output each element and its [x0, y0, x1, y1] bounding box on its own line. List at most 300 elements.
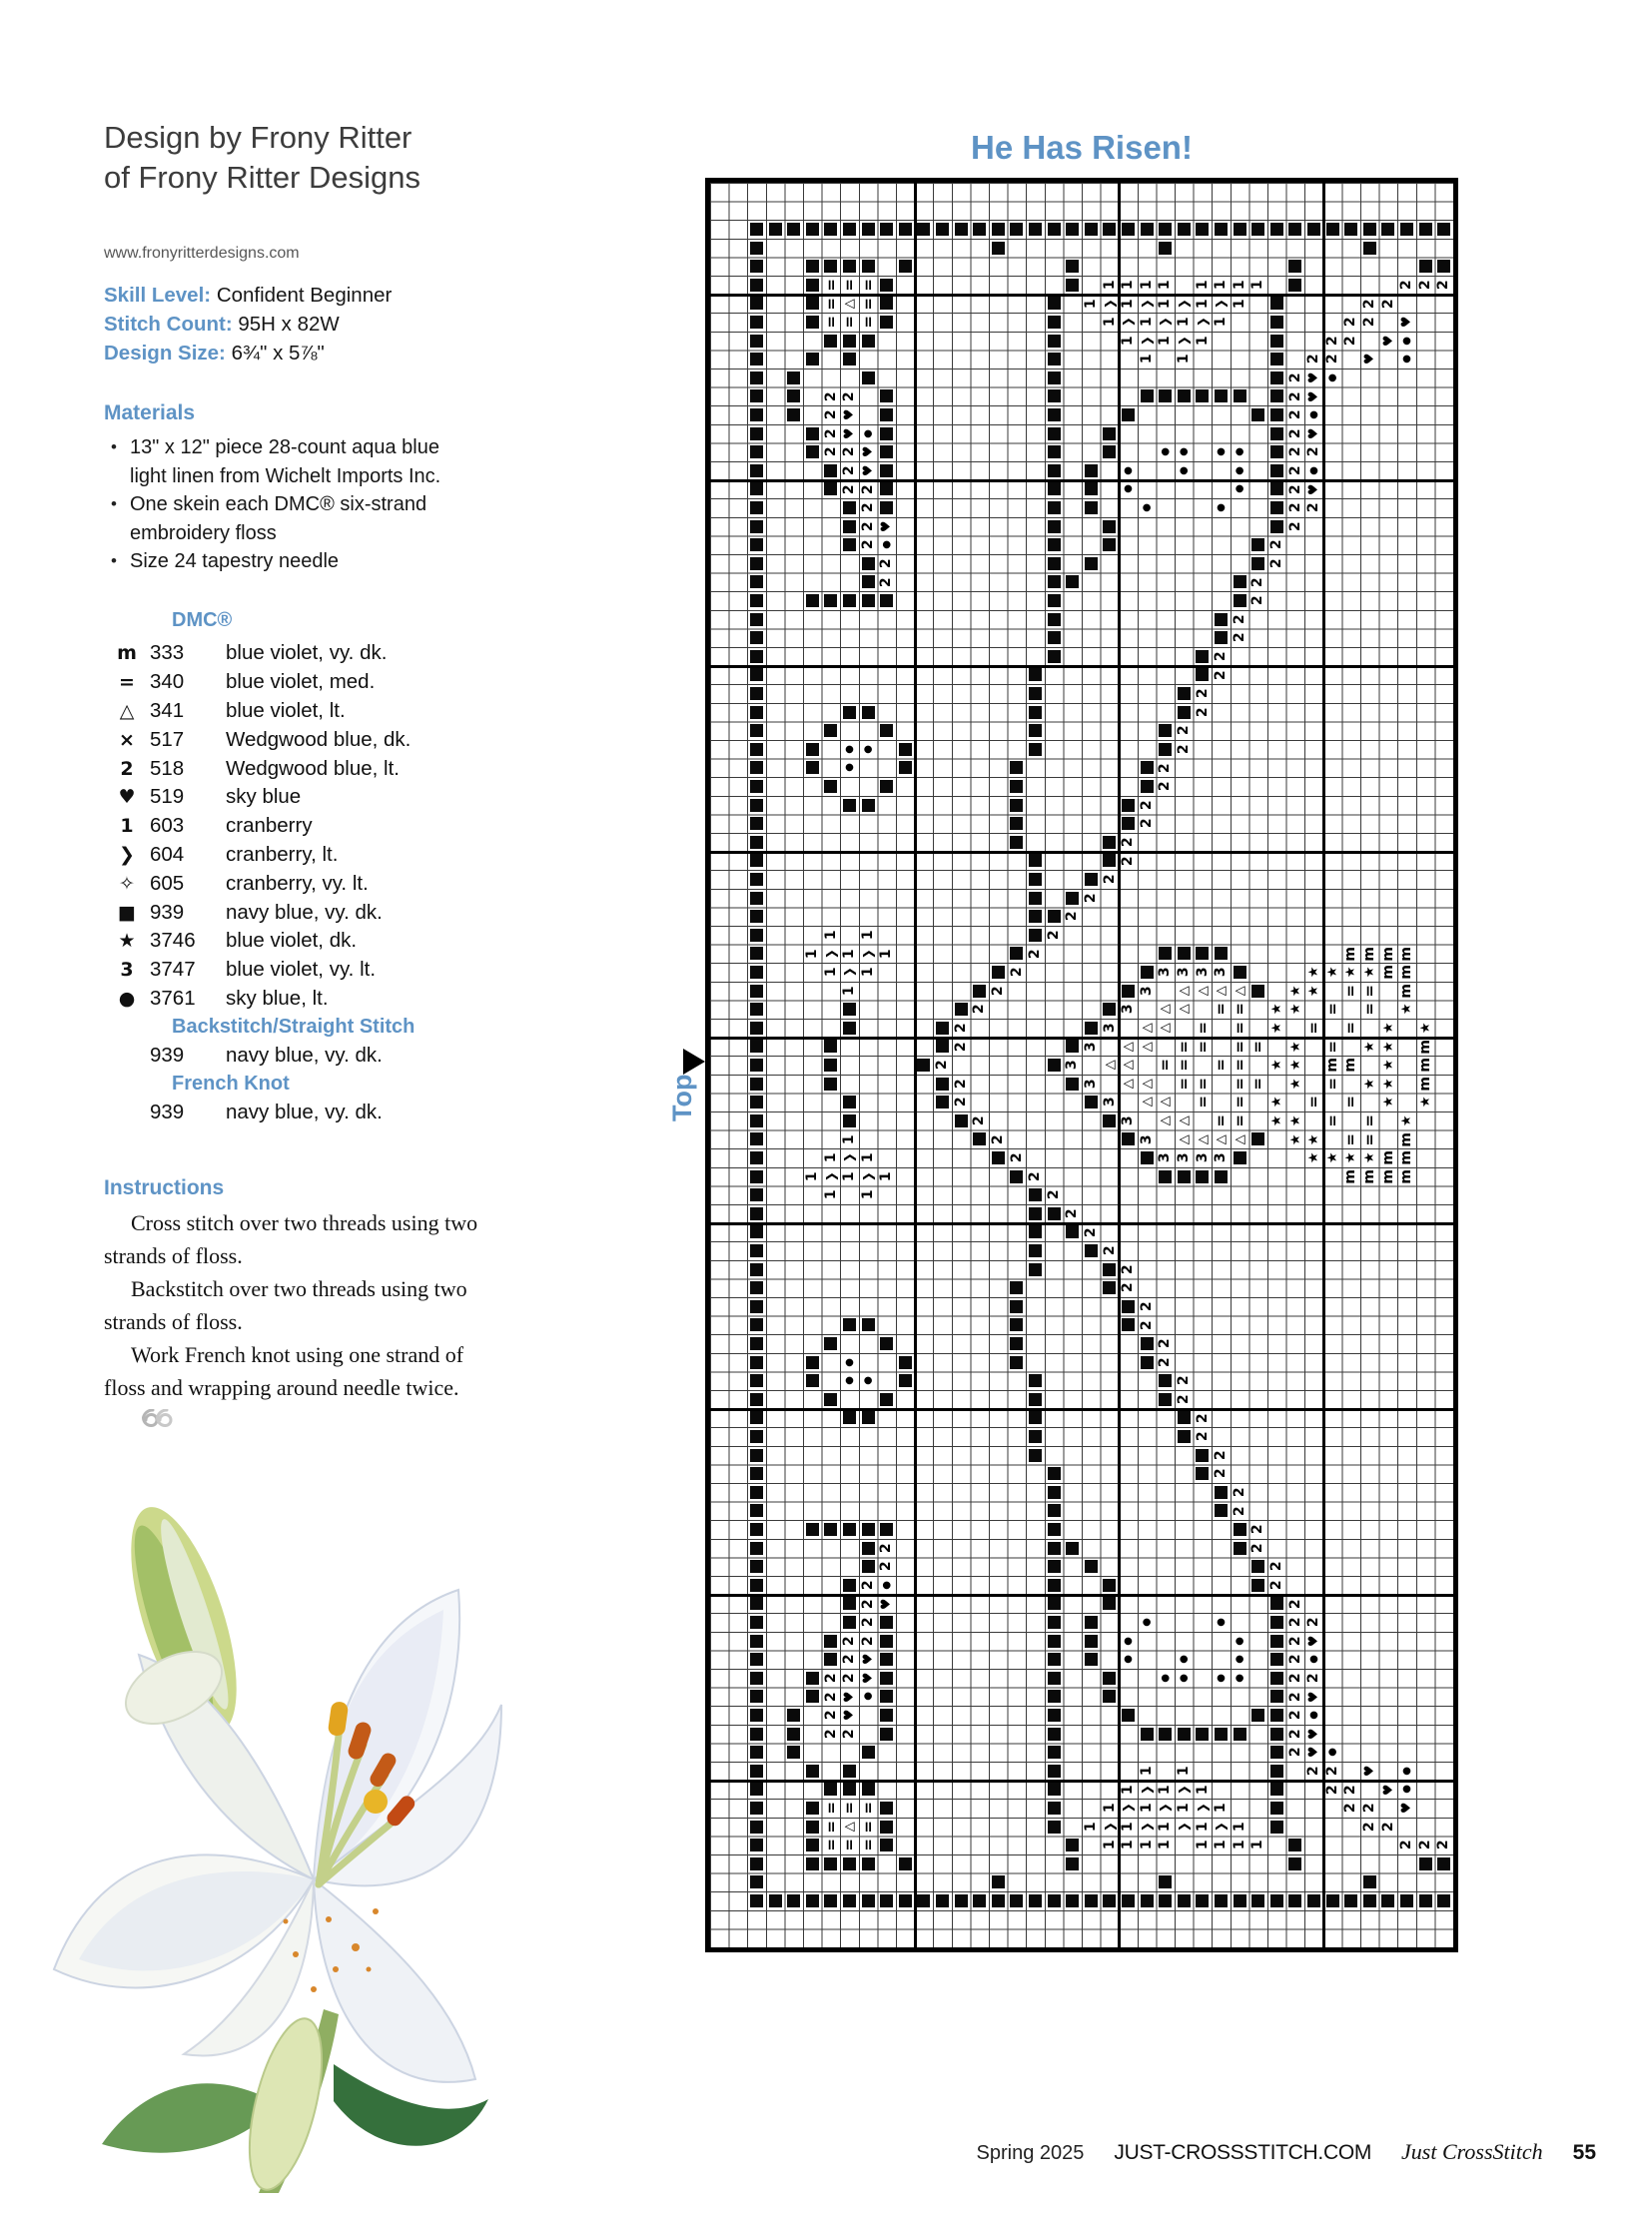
- stitch-filled-square: [784, 405, 803, 424]
- stitch-filled-square: [1045, 1781, 1064, 1800]
- stitch-filled-square: [1156, 1891, 1175, 1910]
- stitch-symbol: ❯: [1140, 336, 1155, 347]
- stitch-filled-square: [803, 424, 822, 443]
- stitch-filled-square: [1231, 1891, 1249, 1910]
- stitch-symbol: =: [1231, 1003, 1249, 1016]
- stitch-symbol: m: [1379, 946, 1396, 962]
- stitch-filled-square: [1119, 982, 1138, 1001]
- stitch-symbol: 2: [841, 1729, 858, 1739]
- stitch-filled-square: [877, 1390, 896, 1409]
- backstitch-name: navy blue, vy. dk.: [226, 1043, 383, 1067]
- stitch-filled-square: [1026, 889, 1045, 908]
- stitch-symbol: ♥: [1305, 371, 1321, 384]
- stitch-filled-square: [933, 1019, 952, 1038]
- stitch-filled-square: [1267, 1595, 1286, 1614]
- stitch-filled-square: [1212, 1725, 1231, 1744]
- stitch-filled-square: [840, 1595, 859, 1614]
- stitch-symbol: 2: [1379, 299, 1396, 309]
- stitch-filled-square: [1267, 517, 1286, 536]
- stitch-filled-square: [859, 1743, 878, 1762]
- stitch-symbol: 1: [1120, 299, 1137, 309]
- stitch-filled-square: [1194, 647, 1213, 666]
- stitch-symbol: 1: [1157, 336, 1174, 346]
- stitch-filled-square: [1212, 1502, 1231, 1521]
- skill-level-label: Skill Level:: [104, 284, 212, 307]
- stitch-filled-square: [747, 461, 766, 480]
- stitch-filled-square: [747, 239, 766, 258]
- stitch-symbol-icon: 2: [120, 757, 134, 780]
- stitch-symbol: =: [1231, 1096, 1249, 1109]
- stitch-filled-square: [747, 332, 766, 351]
- stitch-filled-square: [822, 461, 841, 480]
- stitch-filled-square: [747, 1019, 766, 1038]
- stitch-symbol: 1: [860, 1152, 877, 1163]
- stitch-filled-square: [896, 1891, 915, 1910]
- stitch-filled-square: [1175, 387, 1194, 406]
- stitch-filled-square: [1323, 220, 1342, 239]
- stitch-filled-square: [1101, 1891, 1120, 1910]
- stitch-symbol: 2: [1286, 1692, 1303, 1702]
- stitch-symbol: 2: [841, 465, 858, 476]
- stitch-symbol: ●: [845, 1356, 854, 1368]
- stitch-filled-square: [1175, 703, 1194, 722]
- stitch-filled-square: [840, 332, 859, 351]
- stitch-filled-square: [1101, 1669, 1120, 1688]
- stitch-filled-square: [859, 1539, 878, 1558]
- stitch-symbol: 2: [1286, 428, 1303, 438]
- stitch-symbol: 2: [1083, 893, 1100, 903]
- stitch-filled-square: [747, 350, 766, 369]
- stitch-filled-square: [1045, 313, 1064, 332]
- stitch-filled-square: [1267, 295, 1286, 314]
- stitch-filled-square: [747, 1891, 766, 1910]
- stitch-filled-square: [1175, 1427, 1194, 1446]
- stitch-symbol: △: [1213, 1133, 1229, 1144]
- stitch-symbol: 1: [841, 986, 858, 996]
- stitch-symbol: △: [1158, 1023, 1174, 1034]
- stitch-symbol-icon: ★: [118, 930, 136, 953]
- stitch-symbol: 3: [1157, 1152, 1174, 1163]
- stitch-symbol: =: [1248, 1077, 1267, 1091]
- stitch-symbol: 2: [1342, 317, 1359, 328]
- stitch-symbol: ●: [1402, 1784, 1411, 1796]
- stitch-filled-square: [933, 1093, 952, 1111]
- stitch-symbol: 2: [953, 1079, 970, 1089]
- stitch-filled-square: [747, 1650, 766, 1669]
- stitch-filled-square: [1175, 1725, 1194, 1744]
- stitch-symbol: 2: [1249, 577, 1266, 587]
- stitch-symbol: ●: [1235, 446, 1244, 458]
- stitch-symbol: ●: [1235, 1672, 1244, 1684]
- stitch-filled-square: [877, 1632, 896, 1651]
- design-size-label: Design Size:: [104, 342, 226, 365]
- stitch-filled-square: [1119, 1706, 1138, 1725]
- dmc-key-row: [104, 956, 483, 985]
- stitch-symbol: 2: [1417, 1840, 1434, 1850]
- stitch-symbol: 2: [1046, 1189, 1063, 1200]
- stitch-filled-square: [822, 777, 841, 796]
- stitch-symbol: 1: [878, 1171, 895, 1181]
- stitch-filled-square: [1101, 442, 1120, 461]
- stitch-filled-square: [784, 1743, 803, 1762]
- stitch-symbol: 1: [1176, 1803, 1193, 1814]
- stitch-filled-square: [1008, 220, 1027, 239]
- stitch-filled-square: [747, 1446, 766, 1465]
- stitch-symbol: 2: [1342, 336, 1359, 346]
- stitch-filled-square: [989, 1148, 1008, 1167]
- stitch-filled-square: [1156, 1371, 1175, 1390]
- stitch-symbol: 1: [822, 967, 839, 978]
- stitch-filled-square: [747, 1873, 766, 1892]
- stitch-filled-square: [1026, 721, 1045, 740]
- stitch-filled-square: [1286, 257, 1305, 276]
- stitch-symbol-icon: △: [119, 699, 135, 722]
- stitch-symbol: △: [1139, 1079, 1155, 1090]
- stitch-filled-square: [747, 573, 766, 592]
- stitch-symbol: ❯: [861, 948, 876, 959]
- stitch-symbol: ★: [1268, 1022, 1284, 1035]
- stitch-filled-square: [1156, 220, 1175, 239]
- stitch-filled-square: [1008, 796, 1027, 815]
- stitch-filled-square: [1045, 1762, 1064, 1781]
- stitch-filled-square: [1045, 350, 1064, 369]
- stitch-symbol: =: [1212, 1114, 1231, 1127]
- stitch-symbol: 2: [1286, 1636, 1303, 1646]
- stitch-symbol: ❯: [1140, 298, 1155, 309]
- stitch-symbol: 2: [1157, 1357, 1174, 1367]
- stitch-filled-square: [1248, 535, 1267, 554]
- stitch-symbol: 3: [1101, 1023, 1118, 1034]
- stitch-filled-square: [877, 424, 896, 443]
- stitch-symbol: ♥: [879, 520, 895, 532]
- stitch-symbol: ★: [1324, 1151, 1340, 1164]
- stitch-symbol: ●: [863, 1691, 873, 1703]
- stitch-filled-square: [747, 1278, 766, 1297]
- stitch-symbol: ♥: [1305, 1691, 1321, 1703]
- stitch-symbol: 2: [822, 428, 839, 438]
- stitch-filled-square: [877, 220, 896, 239]
- stitch-symbol: ★: [1361, 1041, 1377, 1053]
- stitch-symbol: 1: [1157, 1822, 1174, 1832]
- stitch-filled-square: [1194, 387, 1213, 406]
- stitch-symbol: 2: [841, 391, 858, 401]
- stitch-symbol: ♥: [1380, 335, 1396, 347]
- stitch-filled-square: [747, 1762, 766, 1781]
- stitch-filled-square: [1267, 1818, 1286, 1837]
- stitch-filled-square: [1267, 1613, 1286, 1632]
- stitch-symbol: ●: [1402, 354, 1411, 366]
- stitch-filled-square: [1026, 870, 1045, 889]
- stitch-symbol: 2: [1157, 763, 1174, 773]
- stitch-filled-square: [1267, 332, 1286, 351]
- stitch-symbol: ●: [845, 743, 854, 755]
- stitch-filled-square: [747, 1148, 766, 1167]
- stitch-symbol: ★: [1287, 1041, 1303, 1053]
- stitch-symbol: 2: [1008, 967, 1025, 978]
- stitch-symbol: 1: [1232, 1822, 1248, 1832]
- stitch-symbol: 2: [860, 539, 877, 550]
- stitch-filled-square: [1026, 1409, 1045, 1428]
- stitch-filled-square: [877, 1706, 896, 1725]
- stitch-symbol: 3: [1176, 1152, 1193, 1163]
- stitch-filled-square: [1008, 1891, 1027, 1910]
- dmc-code: 341: [150, 698, 185, 722]
- stitch-filled-square: [747, 1520, 766, 1539]
- stitch-filled-square: [877, 295, 896, 314]
- stitch-filled-square: [1045, 1576, 1064, 1595]
- stitch-symbol: 1: [1083, 1822, 1100, 1832]
- stitch-filled-square: [915, 220, 934, 239]
- french-knot-code: 939: [150, 1100, 185, 1123]
- stitch-filled-square: [747, 759, 766, 778]
- stitch-filled-square: [822, 1390, 841, 1409]
- stitch-symbol: 2: [1064, 1208, 1081, 1219]
- stitch-filled-square: [747, 1854, 766, 1873]
- stitch-filled-square: [1156, 945, 1175, 964]
- stitch-filled-square: [1063, 1836, 1082, 1854]
- stitch-symbol: 2: [878, 1543, 895, 1553]
- stitch-filled-square: [1026, 1223, 1045, 1242]
- stitch-filled-square: [952, 1000, 971, 1019]
- stitch-filled-square: [840, 220, 859, 239]
- stitch-filled-square: [784, 1891, 803, 1910]
- stitch-filled-square: [1397, 1891, 1416, 1910]
- stitch-filled-square: [803, 276, 822, 295]
- stitch-symbol: ●: [1402, 335, 1411, 347]
- stitch-symbol: =: [1341, 1096, 1360, 1109]
- stitch-filled-square: [1267, 1725, 1286, 1744]
- stitch-filled-square: [1267, 498, 1286, 517]
- stitch-filled-square: [1194, 1446, 1213, 1465]
- stitch-filled-square: [1248, 1557, 1267, 1576]
- stitch-filled-square: [1138, 387, 1157, 406]
- stitch-filled-square: [747, 1241, 766, 1260]
- stitch-symbol: =: [859, 297, 878, 311]
- stitch-filled-square: [1045, 1502, 1064, 1521]
- stitch-symbol: 1: [860, 967, 877, 978]
- stitch-filled-square: [1101, 517, 1120, 536]
- stitch-filled-square: [747, 703, 766, 722]
- stitch-filled-square: [1045, 1520, 1064, 1539]
- stitch-symbol: 2: [1176, 1375, 1193, 1386]
- stitch-symbol: 3: [1157, 967, 1174, 978]
- stitch-filled-square: [933, 1075, 952, 1094]
- stitch-symbol: 2: [878, 558, 895, 569]
- stitch-filled-square: [1434, 220, 1453, 239]
- stitch-filled-square: [1267, 313, 1286, 332]
- stitch-filled-square: [1045, 647, 1064, 666]
- stitch-symbol: m: [1398, 1131, 1415, 1147]
- stitch-symbol: 1: [1194, 336, 1211, 346]
- stitch-symbol: =: [1341, 984, 1360, 998]
- stitch-filled-square: [822, 1075, 841, 1094]
- stitch-symbol: △: [841, 1822, 857, 1833]
- stitch-filled-square: [989, 239, 1008, 258]
- stitch-filled-square: [840, 796, 859, 815]
- stitch-symbol: 2: [1139, 818, 1156, 829]
- stitch-symbol: ★: [1380, 1059, 1396, 1072]
- stitch-symbol: 1: [841, 949, 858, 959]
- stitch-filled-square: [1026, 1371, 1045, 1390]
- stitch-symbol: m: [1342, 1168, 1359, 1184]
- stitch-filled-square: [803, 1520, 822, 1539]
- stitch-symbol: ★: [1287, 985, 1303, 997]
- stitch-filled-square: [1156, 1725, 1175, 1744]
- stitch-filled-square: [1212, 1891, 1231, 1910]
- stitch-filled-square: [1341, 1891, 1360, 1910]
- stitch-filled-square: [1045, 1706, 1064, 1725]
- stitch-filled-square: [747, 1688, 766, 1707]
- stitch-filled-square: [747, 369, 766, 387]
- stitch-symbol: m: [1417, 1058, 1434, 1073]
- stitch-symbol: m: [1398, 1168, 1415, 1184]
- stitch-symbol: 2: [860, 1636, 877, 1646]
- stitch-symbol: 2: [1268, 1580, 1285, 1591]
- stitch-filled-square: [747, 907, 766, 926]
- stitch-symbol: ❯: [1140, 1784, 1155, 1795]
- stitch-symbol: =: [1323, 1003, 1342, 1016]
- stitch-filled-square: [1156, 387, 1175, 406]
- stitch-symbol: 1: [1120, 1785, 1137, 1795]
- easter-lily-illustration: [24, 1450, 503, 2193]
- stitch-symbol: 2: [990, 1134, 1007, 1144]
- stitch-symbol: 2: [934, 1060, 951, 1071]
- stitch-filled-square: [859, 369, 878, 387]
- stitch-filled-square: [970, 982, 989, 1001]
- stitch-filled-square: [840, 591, 859, 610]
- stitch-symbol: 2: [1027, 949, 1044, 959]
- stitch-symbol: ❯: [1177, 336, 1192, 347]
- stitch-filled-square: [747, 945, 766, 964]
- stitch-symbol: 2: [1286, 1729, 1303, 1739]
- stitch-filled-square: [859, 796, 878, 815]
- stitch-symbol: △: [1195, 1133, 1211, 1144]
- stitch-symbol: 2: [1157, 1338, 1174, 1349]
- stitch-symbol: ●: [1179, 446, 1189, 458]
- stitch-filled-square: [1248, 1891, 1267, 1910]
- stitch-symbol: =: [1175, 1059, 1194, 1072]
- stitch-symbol: 1: [1194, 280, 1211, 291]
- stitch-filled-square: [822, 1520, 841, 1539]
- stitch-filled-square: [803, 759, 822, 778]
- stitch-filled-square: [1101, 1111, 1120, 1130]
- stitch-filled-square: [1045, 573, 1064, 592]
- stitch-symbol: 3: [1120, 1004, 1137, 1015]
- stitch-filled-square: [1119, 796, 1138, 815]
- stitch-filled-square: [747, 1483, 766, 1502]
- dmc-color-name: navy blue, vy. dk.: [226, 900, 383, 924]
- stitch-symbol: ●: [845, 1375, 854, 1387]
- stitch-symbol: 2: [1232, 632, 1248, 643]
- stitch-filled-square: [1008, 1334, 1027, 1353]
- stitch-filled-square: [877, 480, 896, 499]
- stitch-filled-square: [1101, 1260, 1120, 1279]
- designer-website: www.fronyritterdesigns.com: [104, 245, 300, 262]
- stitch-symbol: ★: [1380, 1041, 1396, 1053]
- stitch-symbol: m: [1324, 1058, 1341, 1073]
- stitch-symbol: ♥: [1361, 353, 1377, 366]
- stitch-symbol: 2: [860, 484, 877, 494]
- stitch-symbol-icon: ×: [119, 728, 135, 751]
- stitch-symbol: ♥: [1305, 1635, 1321, 1647]
- stitch-filled-square: [1194, 666, 1213, 685]
- stitch-symbol: =: [859, 316, 878, 329]
- stitch-filled-square: [747, 963, 766, 982]
- stitch-filled-square: [822, 1632, 841, 1651]
- cross-stitch-chart: [705, 178, 1458, 1952]
- stitch-filled-square: [1045, 1464, 1064, 1483]
- skill-level-line: [104, 281, 392, 310]
- stitch-filled-square: [1434, 1854, 1453, 1873]
- stitch-filled-square: [859, 1781, 878, 1800]
- stitch-filled-square: [747, 276, 766, 295]
- stitch-filled-square: [1267, 369, 1286, 387]
- stitch-filled-square: [1101, 424, 1120, 443]
- stitch-filled-square: [747, 721, 766, 740]
- stitch-filled-square: [840, 1019, 859, 1038]
- stitch-filled-square: [747, 498, 766, 517]
- stitch-filled-square: [747, 1725, 766, 1744]
- stitch-filled-square: [1156, 721, 1175, 740]
- stitch-filled-square: [1026, 1185, 1045, 1204]
- stitch-filled-square: [1063, 1223, 1082, 1242]
- stitch-filled-square: [747, 424, 766, 443]
- dmc-code: 3747: [150, 958, 196, 982]
- stitch-filled-square: [822, 591, 841, 610]
- stitch-filled-square: [1045, 369, 1064, 387]
- stitch-symbol: ♥: [1305, 1728, 1321, 1740]
- stitch-symbol: 2: [1139, 800, 1156, 810]
- stitch-filled-square: [1045, 332, 1064, 351]
- stitch-filled-square: [915, 1056, 934, 1075]
- stitch-filled-square: [747, 1353, 766, 1372]
- stitch-symbol: ★: [1324, 966, 1340, 979]
- stitch-symbol: 1: [1157, 1785, 1174, 1795]
- stitch-symbol: ♥: [1398, 1802, 1414, 1815]
- instruction-paragraph: Cross stitch over two threads using two strands of floss.: [104, 1210, 478, 1268]
- stitch-symbol: ♥: [841, 427, 857, 439]
- stitch-symbol: ★: [1268, 1059, 1284, 1072]
- stitch-symbol-icon: m: [117, 642, 137, 665]
- stitch-filled-square: [1360, 239, 1379, 258]
- stitch-symbol: 2: [841, 1673, 858, 1684]
- grid-bold-line: [710, 1594, 1453, 1597]
- instruction-paragraph: Backstitch over two threads using two strands of floss.: [104, 1276, 467, 1334]
- stitch-filled-square: [840, 1000, 859, 1019]
- stitch-filled-square: [1008, 1316, 1027, 1335]
- stitch-symbol: =: [859, 279, 878, 292]
- stitch-filled-square: [1156, 1873, 1175, 1892]
- stitch-filled-square: [952, 1111, 971, 1130]
- stitch-filled-square: [1248, 982, 1267, 1001]
- stitch-symbol: 2: [1213, 1450, 1230, 1460]
- stitch-symbol-icon: 3: [120, 959, 134, 982]
- stitch-filled-square: [1008, 945, 1027, 964]
- stitch-filled-square: [896, 257, 915, 276]
- stitch-filled-square: [1212, 610, 1231, 629]
- stitch-symbol: ●: [1161, 446, 1171, 458]
- stitch-symbol: 1: [1101, 317, 1118, 328]
- stitch-symbol: m: [1342, 946, 1359, 962]
- french-knot-name: navy blue, vy. dk.: [226, 1100, 383, 1123]
- stitch-symbol: 2: [1417, 280, 1434, 291]
- stitch-filled-square: [747, 1185, 766, 1204]
- stitch-filled-square: [970, 1891, 989, 1910]
- stitch-symbol: ★: [1305, 1133, 1321, 1145]
- stitch-symbol: △: [1139, 1097, 1155, 1108]
- dmc-color-name: blue violet, lt.: [226, 698, 346, 722]
- stitch-filled-square: [1045, 1743, 1064, 1762]
